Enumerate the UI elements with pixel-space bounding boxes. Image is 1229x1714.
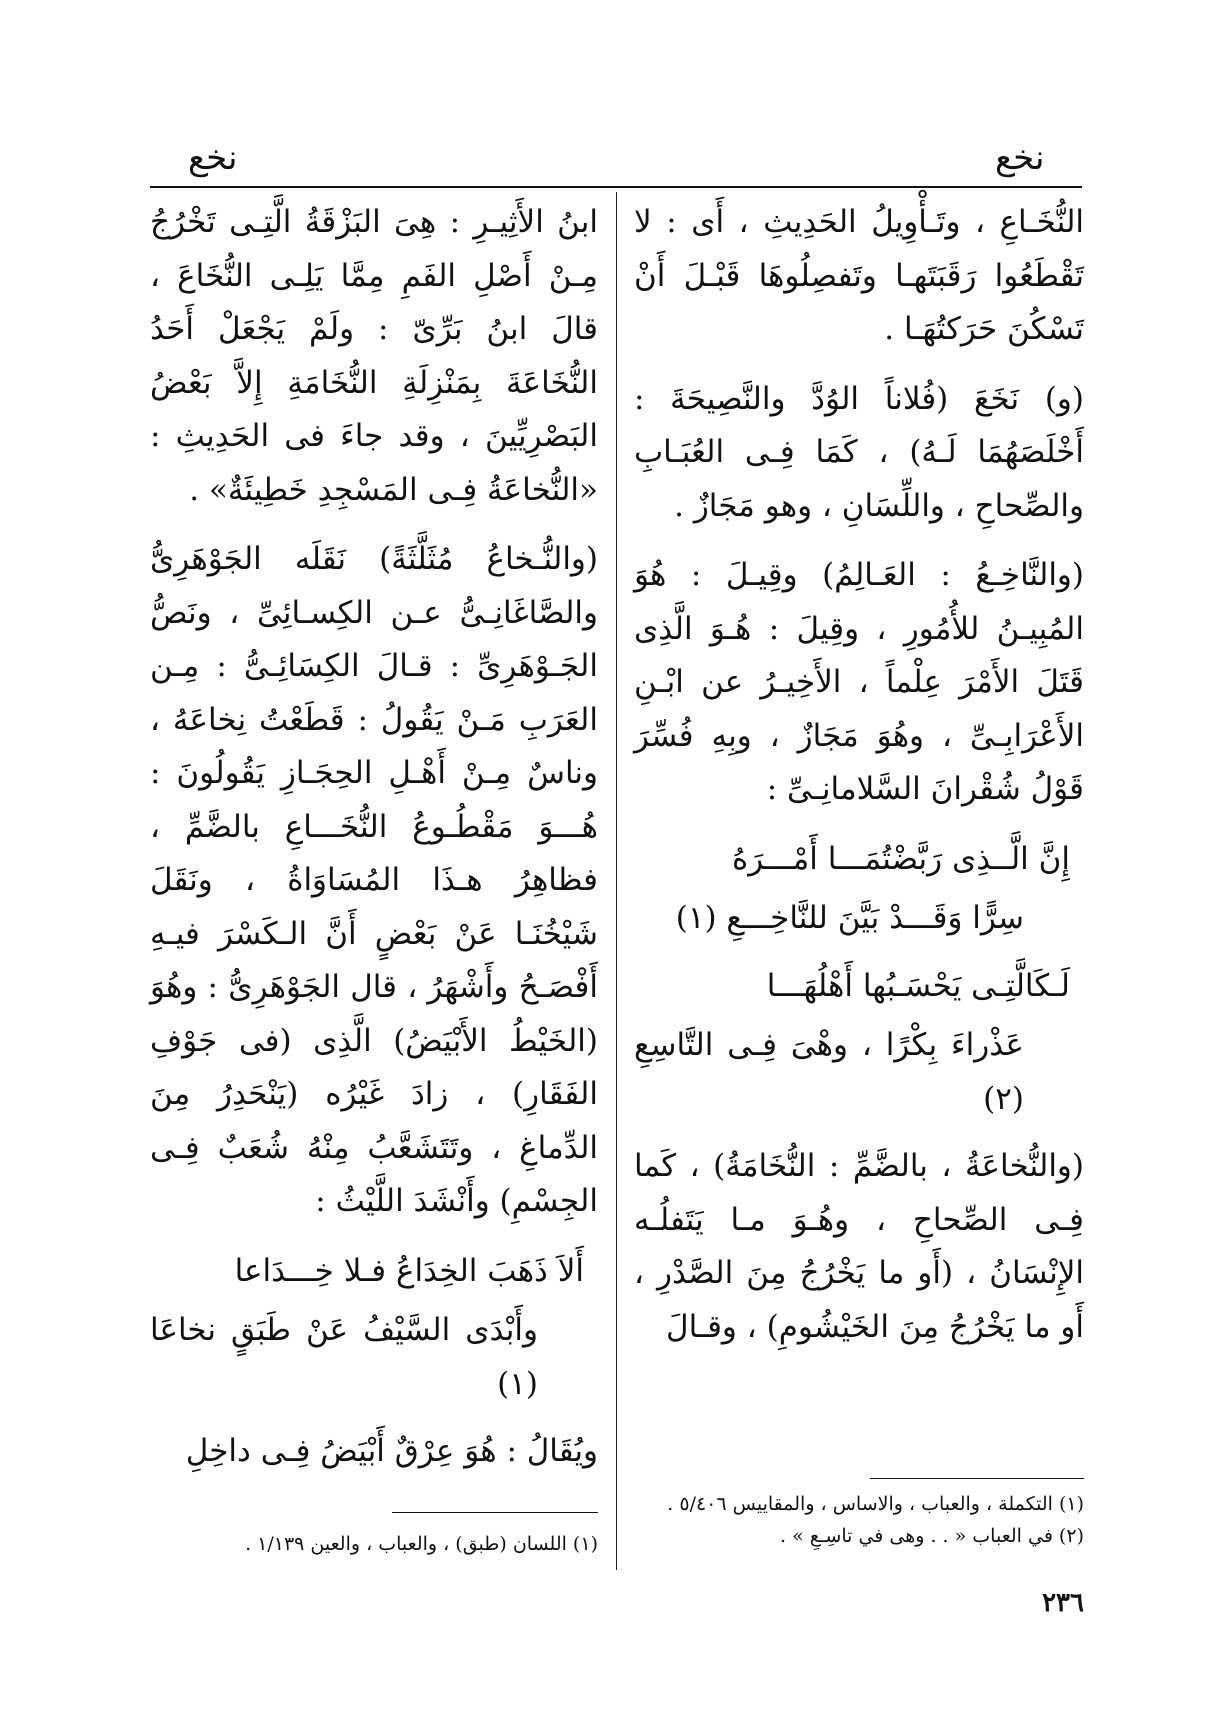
verse-line: سِرًّا وَقَـــدْ بَيَّنَ للنَّاخِـــعِ (١) xyxy=(675,900,1024,936)
verse-line: وأَبْدَى السَّيْفُ عَنْ طَبَقٍ نخاعَا (١) xyxy=(150,1312,538,1402)
footnote-rule-left xyxy=(392,1512,598,1513)
footnote: (١) اللسان (طبق) ، والعباب ، والعين ١/١٣٩ . xyxy=(245,1533,598,1555)
left-column xyxy=(150,196,598,1479)
verse-line: أَلاَ ذَهَبَ الخِدَاعُ فـلا خِـــدَاعا xyxy=(234,1252,584,1289)
verse-line: عَذْراءَ بِكْرًا ، وهْىَ فِـى التَّاسِعِ (٢) xyxy=(634,1027,1024,1117)
footnote: (٢) في العباب « . . وهى في تاسِـعِ » . xyxy=(779,1525,1084,1547)
paragraph: (والنَّاخِـعُ : العَـالِمُ) وقِيـلَ : هُوَ المُبِيـنُ للأُمُورِ ، وقِيلَ : هُـوَ الَّذِى قَتَلَ الأَمْرَ عِلْماً ، الأَخِيـرُ عن ابْـنِ الأَعْرَابِـىِّ ، وهُوَ مَجَازٌ ، وبِهِ فُسِّرَ قَوْلُ شُقْرانَ السَّلامانِـىِّ : xyxy=(634,557,1084,807)
paragraph: (و) نَخَعَ (فُلاناً الوُدَّ والنَّصِيحَةَ : أَخْلَصَهُمَا لَـهُ) ، كَمَا فِـى العُبَـابِ والصِّحاحِ ، واللِّسَانِ ، وهو مَجَازٌ . xyxy=(634,380,1084,524)
footnote-rule-right xyxy=(870,1478,1084,1479)
right-column xyxy=(634,196,1084,1354)
verse-line: إِنَّ الَّــذِى رَبَّضْتُمَـــا أَمْـــرَهُ xyxy=(732,840,1070,877)
column-divider xyxy=(616,192,617,1570)
paragraph: (والنُّـخاعُ مُثَلَّثَةً) نَقَلَه الجَوْهَرِىُّ والصَّاغَانِـىُّ عـن الكِسـائِىِّ ، ونَصُّ الجَـوْهَرِىِّ : قـالَ الكِسَائِـىُّ : مِـن العَرَبِ مَـنْ يَقُولُ : قَطَعْتُ نِخاعَهُ ، وناسٌ مِـنْ أَهْـلِ الحِجَـازِ يَقُولُونَ : هُـــوَ مَقْطُـوعُ النُّخَـــاعِ بالضَّمِّ ، فظاهِرُ هـذَا المُسَاوَاةُ ، ونَقَلَ شَيْخُنَـا عَنْ بَعْضٍ أَنَّ الـكَسْرَ فيـهِ أَفْصَـحُ وأَشْهَرُ ، قال الجَوْهَرِىُّ : وهُوَ (الخَيْطُ الأَبْيَضُ) الَّذِى (فى جَوْفِ الفَقَارِ) ، زادَ غَيْرُه (يَنْحَدِرُ مِنَ الدِّماغِ ، وتَتَشَعَّبُ مِنْهُ شُعَبٌ فِـى الجِسْمِ) وأَنْشَدَ اللَّيْثُ : xyxy=(150,541,598,1219)
paragraph: النُّخَـاعِ ، وتَـأْوِيلُ الحَدِيثِ ، أَى : لا تَقْطَعُوا رَقَبَتَهـا وتَفصِلُوهَا قَبْـلَ أَنْ تَسْكُنَ حَرَكتُهَـا . xyxy=(634,204,1084,347)
footnotes-right xyxy=(634,1488,1084,1552)
running-header-left: نخع xyxy=(188,138,238,178)
header-rule xyxy=(150,186,1082,188)
paragraph: (والنُّخاعَةُ ، بالضَّمِّ : النُّخَامَةُ) ، كَما فِـى الصِّحاحِ ، وهُـوَ مـا يَتَفلُـه الإِنْسَانُ ، (أَو ما يَخْرُجُ مِنَ الصَّدْرِ ، أَو ما يَخْرُجُ مِنَ الخَيْشُومِ) ، وقـالَ xyxy=(634,1148,1084,1345)
paragraph: ابنُ الأَثِيـرِ : هِىَ البَزْقَةُ الَّتِـى تَخْرُجُ مِـنْ أَصْلِ الفَمِ مِمَّا يَلِـى النُّخَاعَ ، قالَ ابنُ بَرِّىّ : ولَمْ يَجْعَلْ أَحَدُ النُّخَاعَةَ بِمَنْزِلَةِ النُّخَامَةِ إِلاَّ بَعْضُ البَصْرِيِّينَ ، وقد جاءَ فى الحَدِيثِ : «النُّخاعَةُ فِـى المَسْجِدِ خَطِيئَةٌ» . xyxy=(150,204,598,508)
running-header-right: نخع xyxy=(995,138,1045,178)
paragraph: ويُقَالُ : هُوَ عِرْقٌ أَبْيَضُ فِـى داخِلِ xyxy=(185,1433,598,1469)
footnotes-left xyxy=(150,1528,598,1560)
page-number: ٢٣٦ xyxy=(1042,1588,1084,1618)
footnote: (١) التكملة ، والعباب ، والاساس ، والمقاييس ٥/٤٠٦ . xyxy=(667,1493,1084,1515)
verse-line: لَـكَالَّتِـى يَحْسَـبُها أَهْلُهَـــا xyxy=(766,967,1070,1004)
